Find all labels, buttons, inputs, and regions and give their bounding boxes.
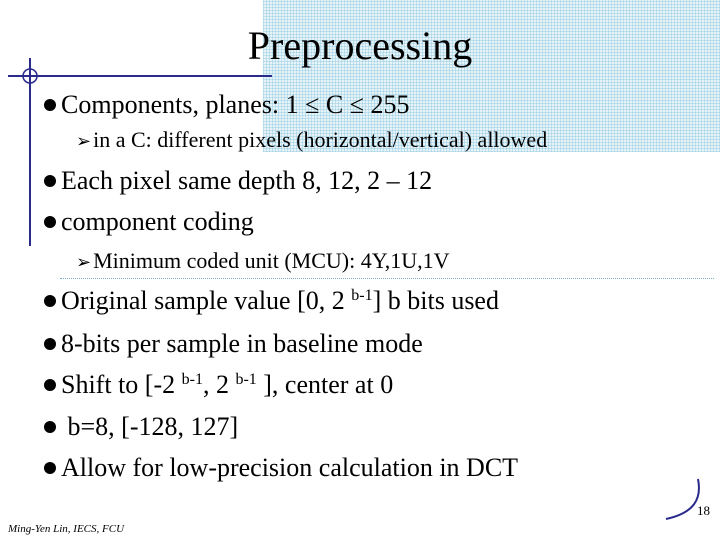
bullet-text: Shift to [-2 [61,370,182,399]
bullet-text: ], center at 0 [256,370,394,399]
bullet-dot-icon [44,99,56,111]
sub-bullet-text: in a C: different pixels (horizontal/vertical) allowed [93,127,548,152]
bullet-dot-icon [44,379,56,391]
bullet-item [44,412,238,442]
bullet-text: Each pixel same depth 8, 12, 2 – 12 [61,166,433,195]
bullet-text: , 2 [202,370,236,399]
bullet-item [44,329,423,359]
sub-bullet-item [76,248,450,274]
bullet-text: 8-bits per sample in baseline mode [61,329,423,358]
bullet-dot-icon [44,421,56,433]
bullet-text: Components, planes: 1 ≤ C ≤ 255 [61,90,410,119]
superscript: b-1 [351,287,373,304]
author-footer: Ming-Yen Lin, IECS, FCU [8,523,125,535]
bullet-dot-icon [44,462,56,474]
bullet-text: component coding [61,207,254,236]
slide-title: Preprocessing [247,23,473,68]
bullet-dot-icon [44,175,56,187]
bullet-text: Allow for low-precision calculation in DCT [61,453,519,482]
arrow-bullet-icon: ➢ [76,131,92,151]
dotted-divider [60,278,714,279]
sub-bullet-text: Minimum coded unit (MCU): 4Y,1U,1V [93,248,450,273]
sub-bullet-item [76,127,547,153]
bullet-item [44,286,499,316]
superscript: b-1 [235,371,257,388]
bullet-dot-icon [44,338,56,350]
bullet-item [44,370,393,400]
arrow-bullet-icon: ➢ [76,252,92,272]
title-underline [8,75,272,77]
bullet-text: b=8, [-128, 127] [61,412,239,441]
crosshair-icon [20,66,40,86]
bullet-item [44,453,518,483]
superscript: b-1 [181,371,203,388]
bullet-item [44,90,409,120]
bullet-dot-icon [44,295,56,307]
bullet-text: Original sample value [0, 2 [61,286,352,315]
page-number: 18 [697,503,710,518]
left-vertical-rule [29,58,31,246]
bullet-dot-icon [44,216,56,228]
bullet-item [44,207,254,237]
bullet-item [44,166,432,196]
bullet-text: ] b bits used [372,286,499,315]
